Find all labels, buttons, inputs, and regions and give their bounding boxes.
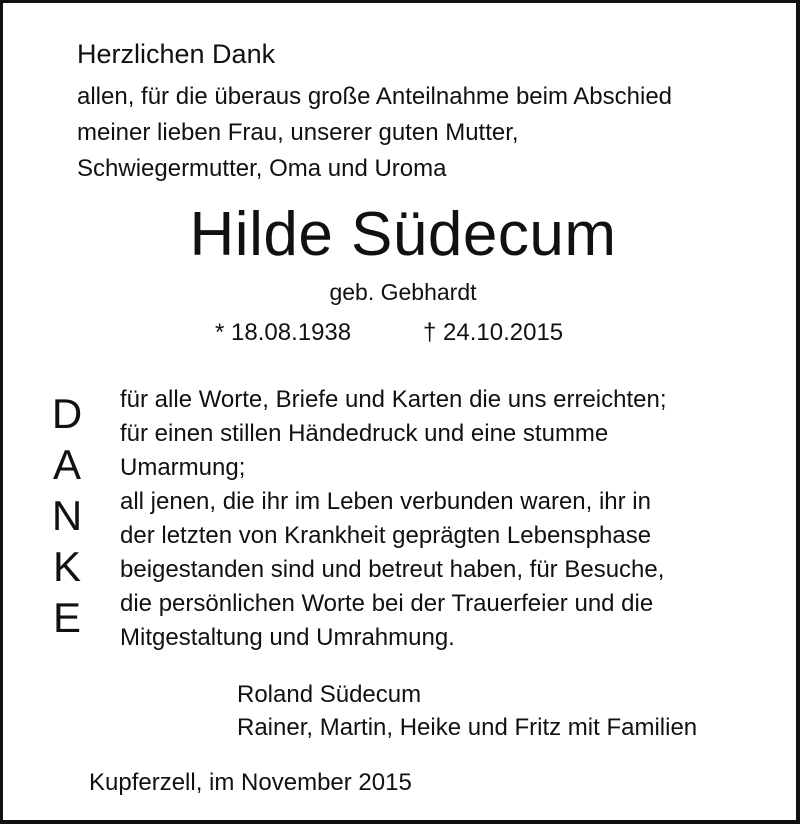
- body-line: für alle Worte, Briefe und Karten die uns erreichten;: [120, 386, 667, 413]
- body-line: der letzten von Krankheit geprägten Lebensphase: [120, 522, 652, 549]
- signers: [237, 678, 697, 744]
- signer-line: Rainer, Martin, Heike und Fritz mit Familien: [237, 714, 698, 741]
- body-line: für einen stillen Händedruck und eine stumme: [120, 420, 609, 447]
- danke-vertical: [47, 388, 87, 643]
- body-line: beigestanden sind und betreut haben, für Besuche,: [120, 556, 665, 583]
- danke-letter: E: [52, 594, 81, 641]
- body-line: Umarmung;: [120, 454, 246, 481]
- place-date: Kupferzell, im November 2015: [89, 769, 412, 796]
- intro-text: [77, 79, 672, 187]
- intro-line: meiner lieben Frau, unserer guten Mutter,: [77, 119, 519, 146]
- intro-line: allen, für die überaus große Anteilnahme beim Abschied: [77, 83, 673, 110]
- danke-letter: N: [51, 492, 83, 539]
- intro-line: Schwiegermutter, Oma und Uroma: [77, 155, 447, 182]
- danke-letter: D: [51, 390, 83, 437]
- danke-letter: A: [52, 441, 81, 488]
- birth-date: * 18.08.1938: [215, 319, 352, 346]
- signer-line: Roland Südecum: [237, 681, 422, 708]
- death-date: † 24.10.2015: [423, 319, 564, 346]
- body-line: all jenen, die ihr im Leben verbunden waren, ihr in: [120, 488, 651, 515]
- body-line: Mitgestaltung und Umrahmung.: [120, 624, 455, 651]
- body-line: die persönlichen Worte bei der Trauerfeier und die: [120, 590, 654, 617]
- danke-letter: K: [52, 543, 81, 590]
- header-title: Herzlichen Dank: [77, 39, 276, 69]
- deceased-name: Hilde Südecum: [189, 200, 617, 269]
- thanks-body: [120, 383, 667, 655]
- maiden-name: geb. Gebhardt: [329, 279, 477, 305]
